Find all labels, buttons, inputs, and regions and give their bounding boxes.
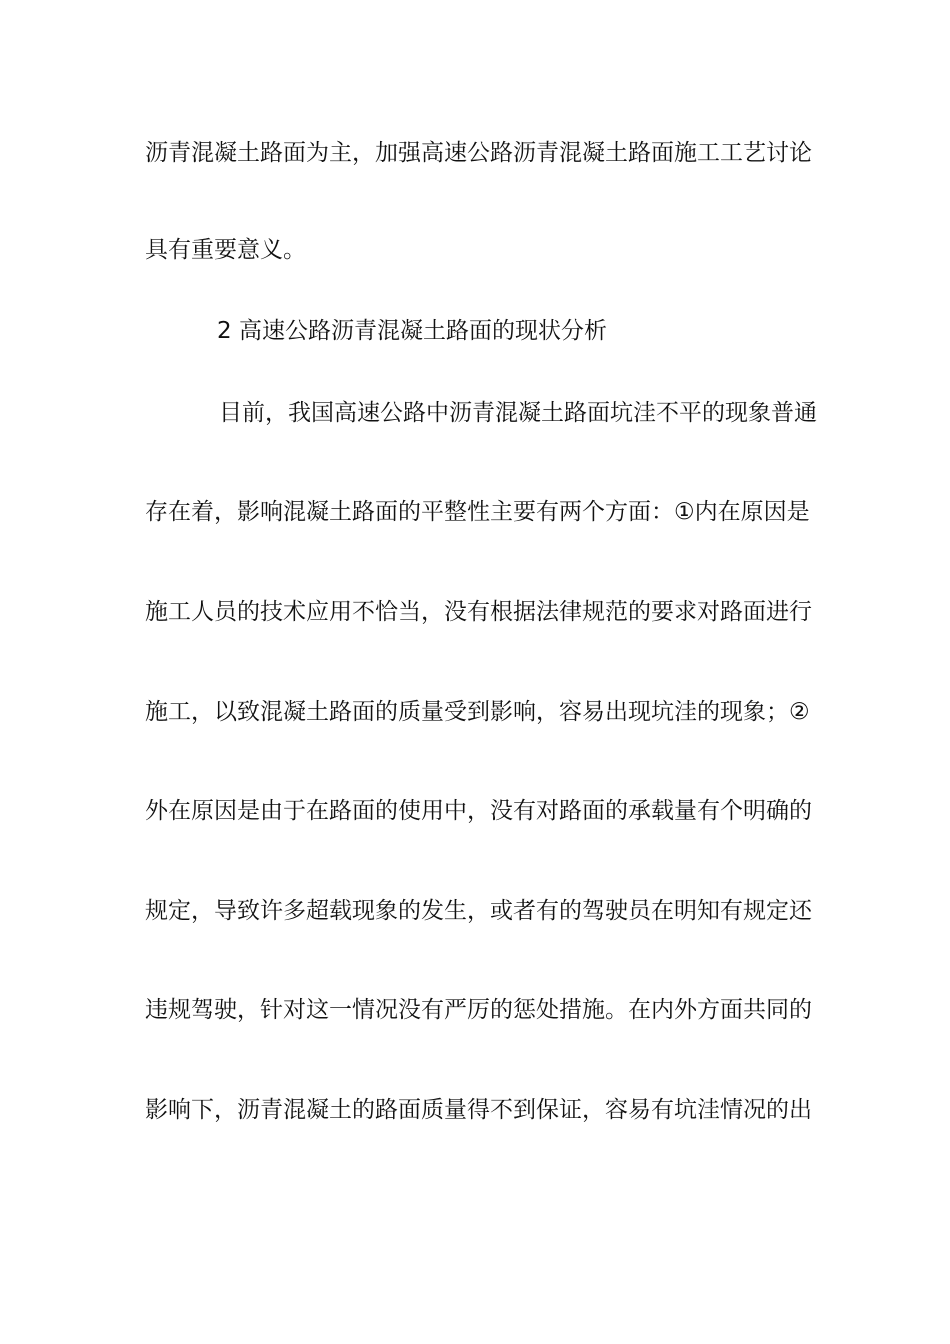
paragraph-line-8: 规定，导致许多超载现象的发生，或者有的驾驶员在明知有规定还 (145, 898, 812, 924)
paragraph-line-2: 具有重要意义。 (145, 237, 306, 263)
section-heading: 2 高速公路沥青混凝土路面的现状分析 (217, 318, 607, 344)
paragraph-line-9: 违规驾驶，针对这一情况没有严厉的惩处措施。在内外方面共同的 (145, 997, 812, 1023)
paragraph-line-7: 外在原因是由于在路面的使用中，没有对路面的承载量有个明确的 (145, 798, 812, 824)
paragraph-line-4: 存在着，影响混凝土路面的平整性主要有两个方面：①内在原因是 (145, 499, 810, 525)
paragraph-line-3: 目前，我国高速公路中沥青混凝土路面坑洼不平的现象普通 (219, 400, 817, 426)
paragraph-line-1: 沥青混凝土路面为主，加强高速公路沥青混凝土路面施工工艺讨论 (145, 140, 812, 166)
paragraph-line-10: 影响下，沥青混凝土的路面质量得不到保证，容易有坑洼情况的出 (145, 1097, 812, 1123)
paragraph-line-6: 施工，以致混凝土路面的质量受到影响，容易出现坑洼的现象；② (145, 699, 810, 725)
paragraph-line-5: 施工人员的技术应用不恰当，没有根据法律规范的要求对路面进行 (145, 599, 812, 625)
